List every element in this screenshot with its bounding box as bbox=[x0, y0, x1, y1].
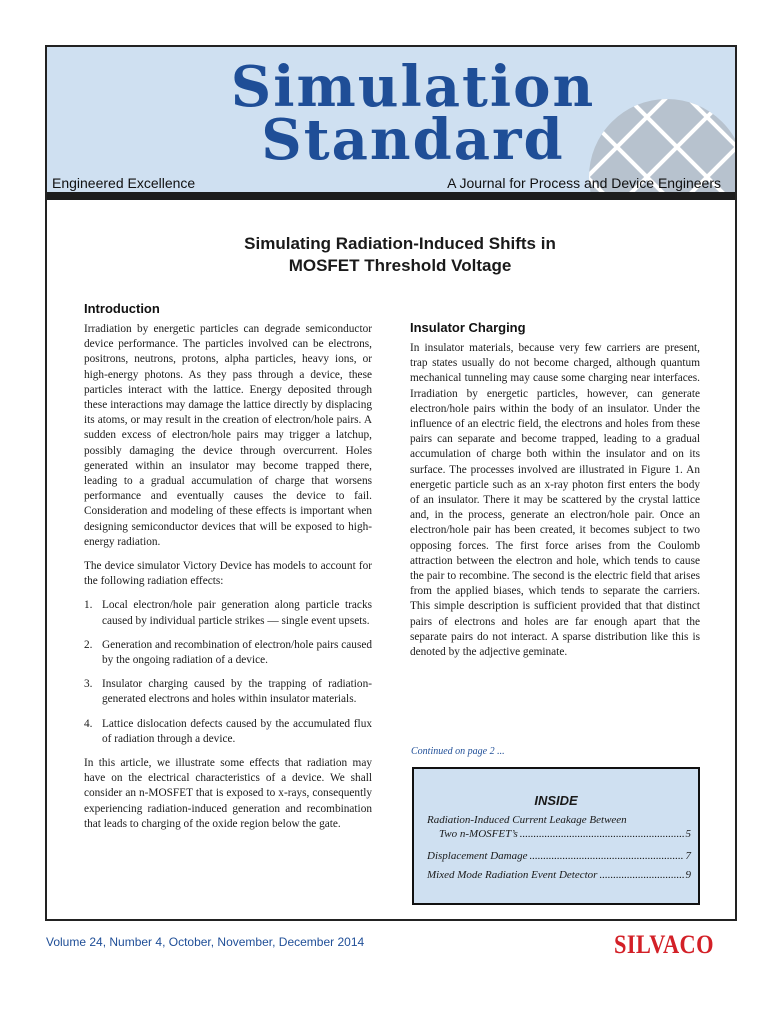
list-text: Insulator charging caused by the trapping of radiation-generated electrons and holes within insulator materials. bbox=[102, 678, 372, 706]
insulator-paragraph-1: In insulator materials, because very few carriers are present, trap states usually do not become charged, although quantum mechanical tunneling may cause some charging near interfaces. Irradiation by energetic particles, however, can generate electron/hole pairs within the body of an insulator. Under the influence of an electric field, the electrons and holes from these pairs can separate and become trapped, leading to a gradual accumulation of charge both within the insulator and on its surface. The processes involved are illustrated in Figure 1. An energetic particle such as an x-ray photon first enters the body of an insulator. There it may be scattered by the crystal lattice and, in the process, generate an electron/hole pair. Once an electron/hole pair has been created, it becomes subject to two opposing forces. The first force arises from the Coulomb attraction between the electron and hole, which tends to cause the pair to recombine. The second is the electric field that arises from the applied biases, which tends to separate the carriers. This simple description is sufficient provided that that distinct pairs of electrons and holes are far enough apart that the separate pairs do not interact. A sparse distribution like this is denoted by the adjective geminate. bbox=[410, 342, 700, 659]
article-title-line1: Simulating Radiation-Induced Shifts in bbox=[244, 234, 556, 253]
toc-item-title: Displacement Damage bbox=[427, 850, 528, 862]
toc-leader-dots bbox=[599, 868, 683, 882]
list-number: 4. bbox=[84, 717, 93, 730]
tagline-right: A Journal for Process and Device Engineers bbox=[447, 175, 721, 191]
intro-paragraph-2: The device simulator Victory Device has models to account for the following radiation effects: bbox=[84, 560, 372, 588]
toc-item[interactable] bbox=[427, 813, 691, 841]
intro-paragraph-1: Irradiation by energetic particles can degrade semiconductor device performance. The particles involved can be electrons, positrons, neutrons, protons, alpha particles, heavy ions, or high-energy photons. As they pass through a device, these particles interact with the lattice. Energy deposited through these interactions may damage the lattice directly by displacing its atoms, or may result in the creation of electron/hole pairs. A sudden excess of electron/hole pairs may trigger a latchup, possibly damaging the device through overcurrent. Holes generated within an insulator may become trapped there, leading to a gradual accumulation of charge that worsens performance and eventually causes the device to fail. Consideration and modeling of these effects is important when designing semiconductor devices that will be exposed to high-energy radiation. bbox=[84, 323, 372, 548]
masthead-title-line2: Standard bbox=[261, 107, 565, 173]
left-column bbox=[84, 322, 372, 841]
toc-item-title: Mixed Mode Radiation Event Detector bbox=[427, 869, 598, 881]
list-item bbox=[84, 638, 372, 668]
list-item bbox=[84, 717, 372, 747]
radiation-effects-list bbox=[84, 598, 372, 747]
silvaco-logo: SILVACO bbox=[614, 930, 714, 959]
issue-volume-info: Volume 24, Number 4, October, November, December 2014 bbox=[46, 935, 365, 949]
list-item bbox=[84, 677, 372, 707]
list-item bbox=[84, 598, 372, 628]
toc-item-title-continued: Two n-MOSFET’s bbox=[439, 828, 518, 840]
intro-paragraph-3: In this article, we illustrate some effects that radiation may have on the electrical characteristics of a device. We shall consider an n-MOSFET that is exposed to x-rays, consequently experiencing radiation-induced generation and recombination that leads to charging of the oxide region below the gate. bbox=[84, 757, 372, 830]
continued-link[interactable]: Continued on page 2 ... bbox=[411, 746, 505, 757]
toc-page-number: 5 bbox=[685, 828, 691, 840]
article-title-line2: MOSFET Threshold Voltage bbox=[288, 256, 512, 275]
toc-page-number: 9 bbox=[685, 869, 691, 881]
list-number: 3. bbox=[84, 678, 93, 691]
toc-item-title: Radiation-Induced Current Leakage Between bbox=[427, 814, 627, 826]
list-text: Local electron/hole pair generation along particle tracks caused by individual particle strikes — single event upsets. bbox=[102, 599, 372, 627]
right-column bbox=[410, 341, 700, 669]
tagline-left: Engineered Excellence bbox=[52, 175, 196, 191]
insulator-charging-heading: Insulator Charging bbox=[410, 320, 526, 335]
toc-item[interactable] bbox=[427, 868, 691, 882]
toc-item[interactable] bbox=[427, 849, 691, 863]
toc-page-number: 7 bbox=[685, 850, 691, 862]
introduction-heading: Introduction bbox=[84, 301, 160, 316]
masthead-title-line1: Simulation bbox=[230, 54, 596, 120]
toc-leader-dots bbox=[520, 827, 684, 841]
inside-toc-box bbox=[412, 767, 700, 905]
inside-title: INSIDE bbox=[534, 793, 578, 808]
list-text: Lattice dislocation defects caused by the accumulated flux of radiation through a device. bbox=[102, 717, 372, 745]
toc-leader-dots bbox=[530, 849, 684, 863]
list-number: 1. bbox=[84, 599, 93, 612]
article-title bbox=[100, 233, 700, 277]
list-number: 2. bbox=[84, 638, 93, 651]
list-text: Generation and recombination of electron/hole pairs caused by the ongoing radiation of a device. bbox=[102, 638, 372, 667]
